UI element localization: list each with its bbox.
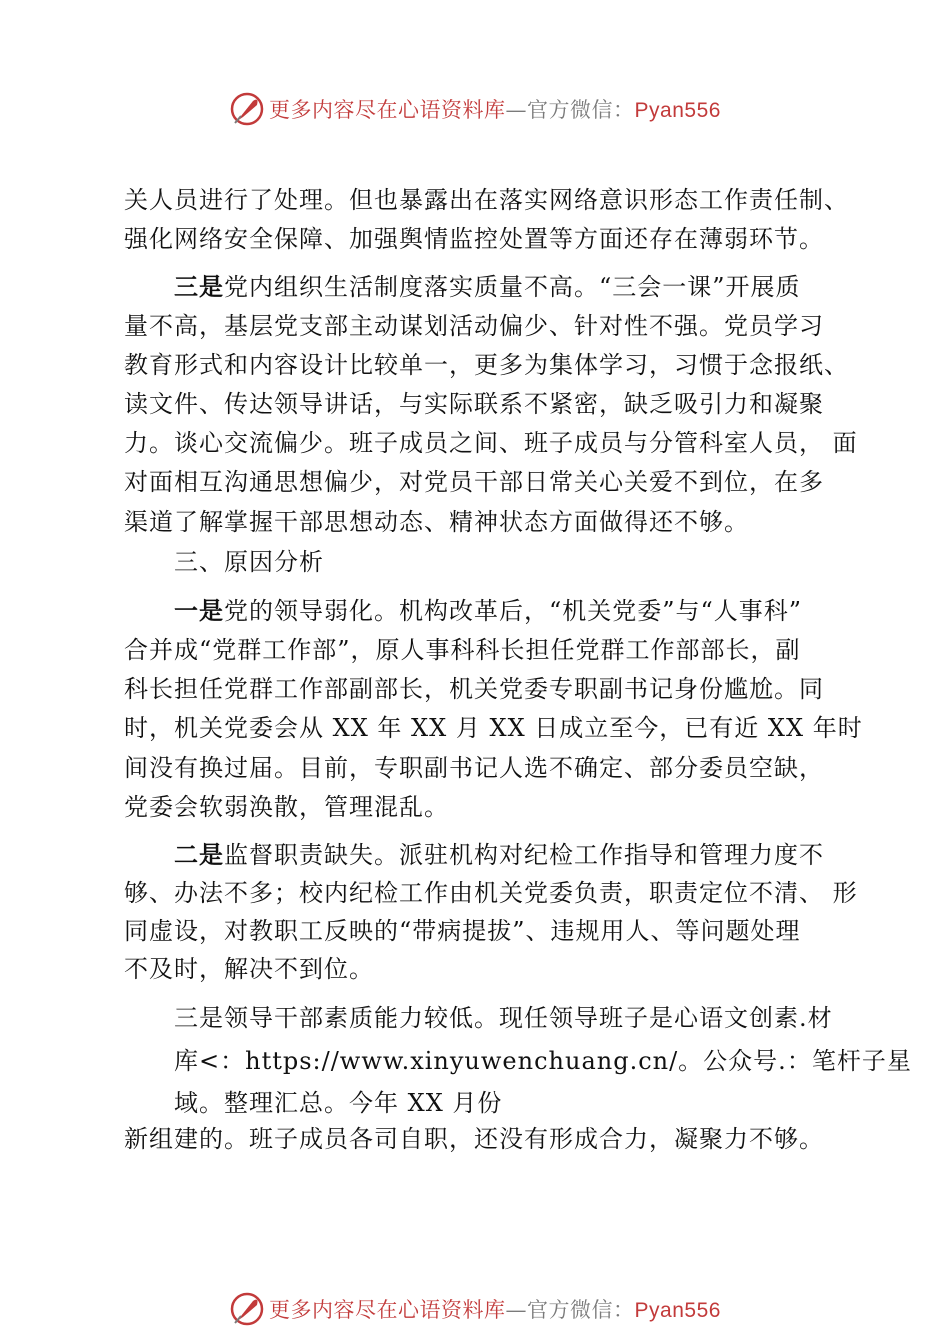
text-line: 新组建的。班子成员各司自职，还没有形成合力，凝聚力不够。 <box>124 1125 824 1153</box>
text-line: 三是党内组织生活制度落实质量不高。“三会一课”开展质 <box>174 273 801 301</box>
lead-bold: 二是 <box>174 841 224 869</box>
quill-logo-icon <box>229 91 265 127</box>
text-line: 党委会软弱涣散，管理混乱。 <box>124 793 449 821</box>
text-line: 渠道了解掌握干部思想动态、精神状态方面做得还不够。 <box>124 508 749 536</box>
text-line: 一是党的领导弱化。机构改革后，“机关党委”与“人事科” <box>174 597 803 625</box>
text-line: 三是领导干部素质能力较低。现任领导班子是心语文创素.材 <box>174 1004 833 1032</box>
section-heading: 三、原因分析 <box>174 548 324 576</box>
watermark-text: 更多内容尽在心语资料库—官方微信：Pyan556 <box>269 1298 721 1322</box>
text-line: 二是监督职责缺失。派驻机构对纪检工作指导和管理力度不 <box>174 841 824 869</box>
text-line: 对面相互沟通思想偏少，对党员干部日常关心关爱不到位，在多 <box>124 468 824 496</box>
header-watermark <box>0 87 950 131</box>
text-line: 关人员进行了处理。但也暴露出在落实网络意识形态工作责任制、 <box>124 186 849 214</box>
text-line: 科长担任党群工作部副部长，机关党委专职副书记身份尴尬。同 <box>124 675 824 703</box>
text-line: 读文件、传达领导讲话，与实际联系不紧密，缺乏吸引力和凝聚 <box>124 390 824 418</box>
text-line: 强化网络安全保障、加强舆情监控处置等方面还存在薄弱环节。 <box>124 225 824 253</box>
text-line: 教育形式和内容设计比较单一，更多为集体学习，习惯于念报纸、 <box>124 351 849 379</box>
text-line: 间没有换过届。目前，专职副书记人选不确定、部分委员空缺， <box>124 754 824 782</box>
watermark-text: 更多内容尽在心语资料库—官方微信：Pyan556 <box>269 98 721 122</box>
text-line: 同虚设，对教职工反映的“带病提拔”、违规用人、等问题处理 <box>124 917 801 945</box>
quill-logo-icon <box>229 1291 265 1327</box>
text-line: 够、办法不多；校内纪检工作由机关党委负责，职责定位不清、 形 <box>124 879 858 907</box>
text-line: 库<：https://www.xinyuwenchuang.cn/。公众号.：笔杆子星 <box>174 1047 912 1075</box>
lead-bold: 三是 <box>174 273 224 301</box>
text-line: 域。整理汇总。今年 XX 月份 <box>174 1089 503 1117</box>
text-line: 不及时，解决不到位。 <box>124 955 374 983</box>
lead-bold: 一是 <box>174 597 224 625</box>
footer-watermark <box>0 1287 950 1331</box>
text-line: 合并成“党群工作部”，原人事科科长担任党群工作部部长，副 <box>124 636 801 664</box>
text-line: 量不高，基层党支部主动谋划活动偏少、针对性不强。党员学习 <box>124 312 824 340</box>
text-line: 时，机关党委会从 XX 年 XX 月 XX 日成立至今，已有近 XX 年时 <box>124 714 863 742</box>
text-line: 力。谈心交流偏少。班子成员之间、班子成员与分管科室人员， 面 <box>124 429 858 457</box>
